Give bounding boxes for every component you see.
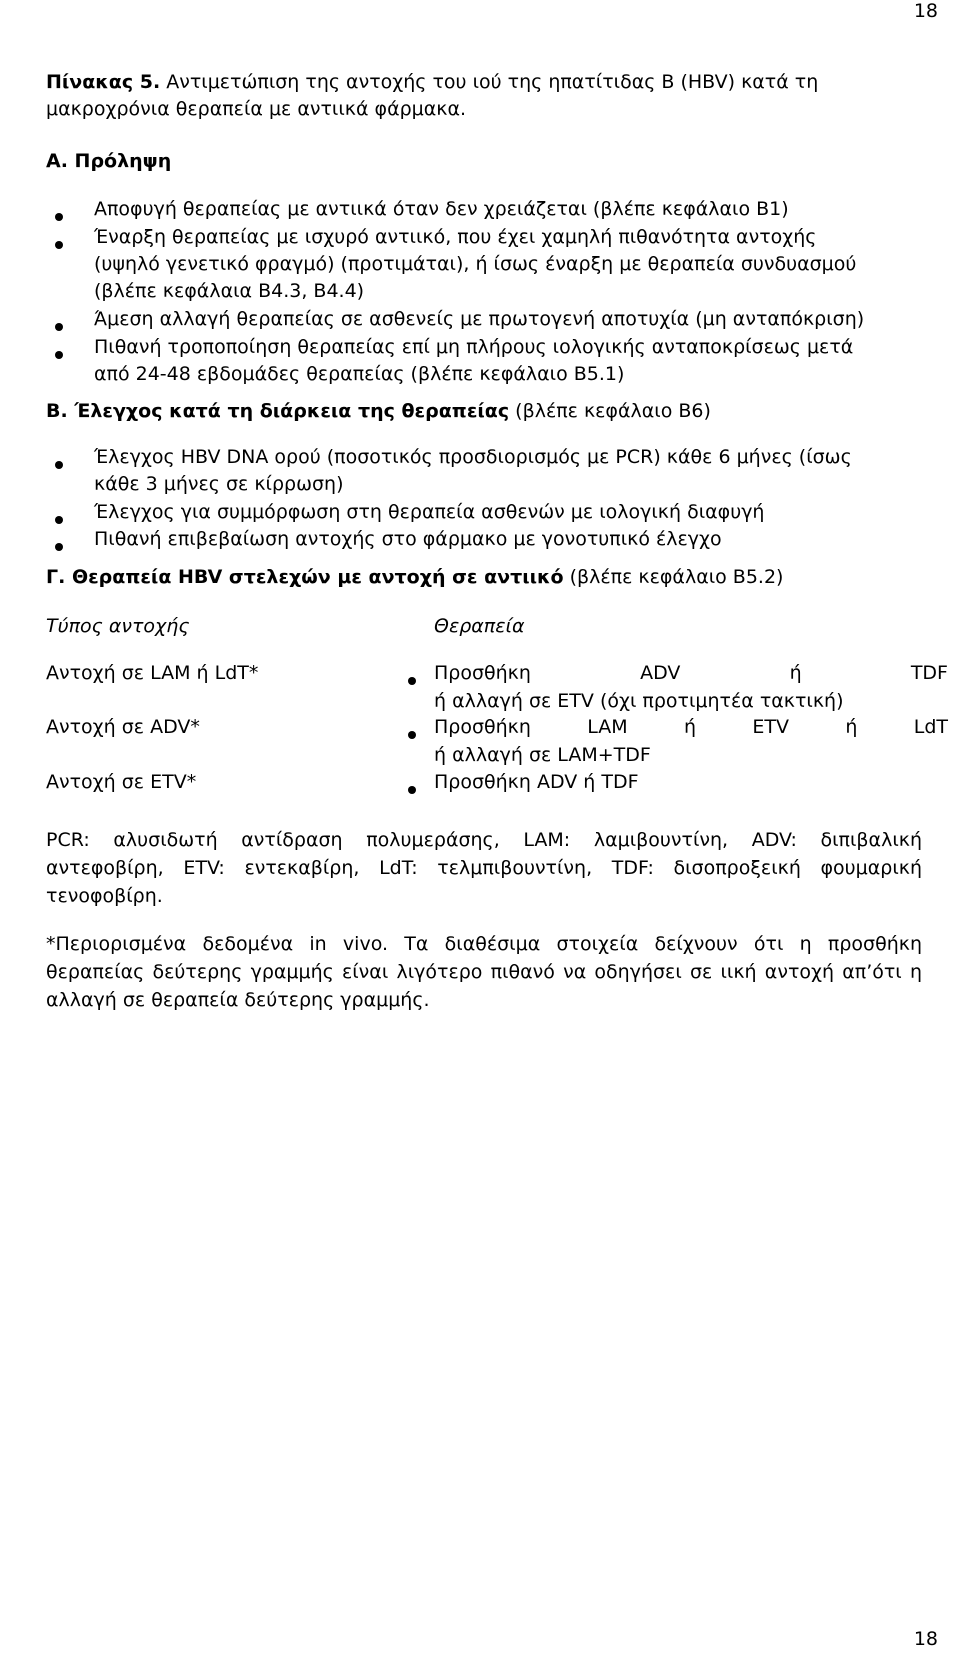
section-a-heading: Α. Πρόληψη bbox=[46, 150, 172, 172]
bullet bbox=[55, 241, 63, 249]
section-c-heading-bold: Γ. Θεραπεία HBV στελεχών με αντοχή σε αντιικό bbox=[46, 566, 564, 588]
section-b-item-1-line2: κάθε 3 μήνες σε κίρρωση) bbox=[94, 473, 344, 495]
bullet bbox=[55, 351, 63, 359]
resistance-type-etv: Αντοχή σε ETV* bbox=[46, 771, 197, 793]
bullet bbox=[55, 213, 63, 221]
bullet bbox=[55, 543, 63, 551]
resistance-type-lam-ldt: Αντοχή σε LAM ή LdT* bbox=[46, 662, 259, 684]
in-vivo-note: *Περιορισμένα δεδομένα in vivo. Τα διαθέσιμα στοιχεία δείχνουν ότι η προσθήκη θεραπείας δεύτερης γραμμής είναι λιγότερο πιθανό να οδηγήσει σε ιική αντοχή απ’ότι η αλλαγή σε θεραπεία δεύτερης γραμμής. bbox=[46, 933, 922, 1011]
section-b-heading bbox=[46, 400, 711, 423]
table-title-text: Αντιμετώπιση της αντοχής του ιού της ηπατίτιδας Β (HBV) κατά τη bbox=[160, 71, 819, 93]
bullet bbox=[408, 731, 416, 739]
section-a-item-1: Αποφυγή θεραπείας με αντιικά όταν δεν χρειάζεται (βλέπε κεφάλαιο Β1) bbox=[94, 198, 789, 220]
therapy-row3-line1: Προσθήκη ADV ή TDF bbox=[434, 771, 639, 793]
section-b-heading-rest: (βλέπε κεφάλαιο Β6) bbox=[509, 400, 711, 422]
section-c-heading bbox=[46, 566, 783, 589]
therapy-row2-line2: ή αλλαγή σε LAM+TDF bbox=[434, 744, 651, 766]
section-b-item-3: Πιθανή επιβεβαίωση αντοχής στο φάρμακο με γονοτυπικό έλεγχο bbox=[94, 528, 722, 550]
page-number-bottom: 18 bbox=[913, 1628, 938, 1650]
column-header-therapy: Θεραπεία bbox=[434, 615, 525, 637]
bullet bbox=[55, 516, 63, 524]
table-title bbox=[46, 71, 818, 94]
bullet bbox=[408, 786, 416, 794]
section-b-heading-bold: Β. Έλεγχος κατά τη διάρκεια της θεραπείας bbox=[46, 400, 510, 422]
section-a-item-2-line2: (υψηλό γενετικό φραγμό) (προτιμάται), ή ίσως έναρξη με θεραπεία συνδυασμού bbox=[94, 253, 857, 275]
therapy-row1-line1: Προσθήκη ADV ή TDF bbox=[434, 662, 948, 684]
resistance-type-adv: Αντοχή σε ADV* bbox=[46, 716, 200, 738]
section-c-heading-rest: (βλέπε κεφάλαιο Β5.2) bbox=[563, 566, 784, 588]
section-a-item-4-line2: από 24-48 εβδομάδες θεραπείας (βλέπε κεφάλαιο Β5.1) bbox=[94, 363, 625, 385]
abbreviations-footnote: PCR: αλυσιδωτή αντίδραση πολυμεράσης, LAM: λαμιβουντίνη, ADV: διπιβαλική αντεφοβίρη, ETV: εντεκαβίρη, LdT: τελμπιβουντίνη, TDF: δισοπροξεική φουμαρική τενοφοβίρη. bbox=[46, 829, 922, 907]
table-title-label: Πίνακας 5. bbox=[46, 71, 161, 93]
bullet bbox=[55, 323, 63, 331]
table-title-line2: μακροχρόνια θεραπεία με αντιικά φάρμακα. bbox=[46, 98, 467, 120]
section-a-item-3: Άμεση αλλαγή θεραπείας σε ασθενείς με πρωτογενή αποτυχία (μη ανταπόκριση) bbox=[94, 308, 865, 330]
section-b-item-1-line1: Έλεγχος HBV DNA ορού (ποσοτικός προσδιορισμός με PCR) κάθε 6 μήνες (ίσως bbox=[94, 446, 852, 468]
page-number-top: 18 bbox=[913, 0, 938, 22]
therapy-row1-line2: ή αλλαγή σε ETV (όχι προτιμητέα τακτική) bbox=[434, 690, 844, 712]
section-b-item-2: Έλεγχος για συμμόρφωση στη θεραπεία ασθενών με ιολογική διαφυγή bbox=[94, 501, 765, 523]
section-a-item-4-line1: Πιθανή τροποποίηση θεραπείας επί μη πλήρους ιολογικής ανταποκρίσεως μετά bbox=[94, 336, 854, 358]
therapy-row2-line1: Προσθήκη LAM ή ETV ή LdT bbox=[434, 716, 948, 738]
bullet bbox=[55, 461, 63, 469]
section-a-item-2-line3: (βλέπε κεφάλαια Β4.3, Β4.4) bbox=[94, 280, 365, 302]
column-header-type: Τύπος αντοχής bbox=[46, 615, 190, 637]
bullet bbox=[408, 677, 416, 685]
section-a-item-2-line1: Έναρξη θεραπείας με ισχυρό αντιικό, που έχει χαμηλή πιθανότητα αντοχής bbox=[94, 226, 817, 248]
